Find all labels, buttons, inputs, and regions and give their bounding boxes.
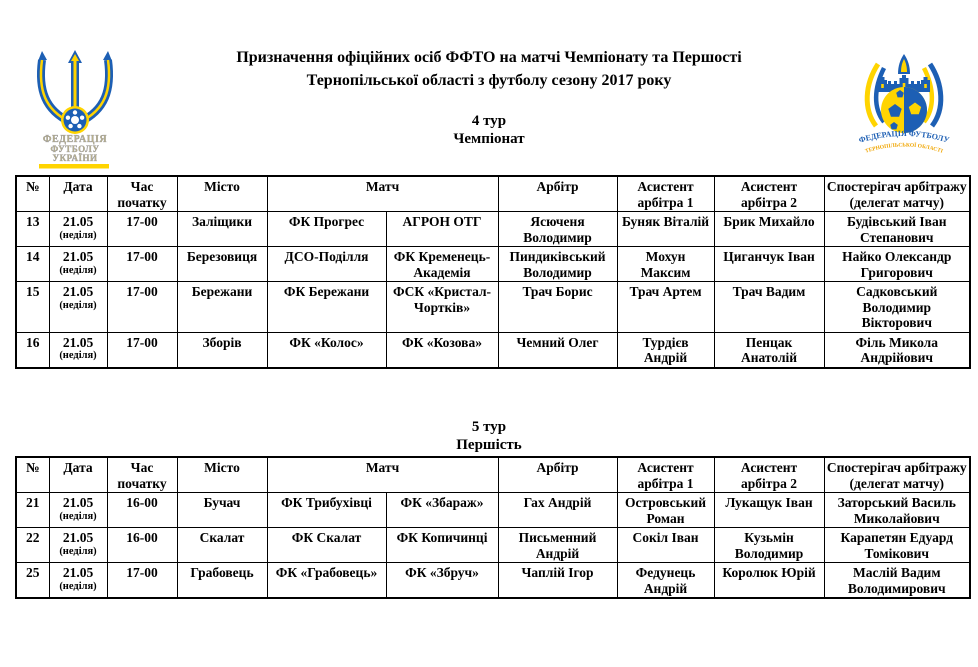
ffu-logo [25,48,125,170]
cell-home-team: ДСО-Поділля [267,247,386,282]
cell-away-team: ФК Копичинці [386,528,498,563]
cell-observer: Філь Микола Андрійович [824,332,970,368]
cell-away-team: ФСК «Кристал-Чортків» [386,282,498,333]
cell-observer: Заторський Василь Миколайович [824,493,970,528]
cell-start-time: 17-00 [107,282,177,333]
column-header: Асистент арбітра 1 [617,457,714,493]
title-line2: Тернопільської області з футболу сезону 2017 року [306,72,672,89]
cell-assistant-referee-1: Турдієв Андрій [617,332,714,368]
ternopil-logo-arc2: ТЕРНОПІЛЬСЬКОЇ ОБЛАСТІ [864,142,944,155]
column-header: Асистент арбітра 2 [714,457,824,493]
championship-assignments-table [15,175,971,369]
cell-away-team: ФК «Збруч» [386,563,498,599]
cell-start-time: 17-00 [107,332,177,368]
column-header: Спостерігач арбітражу (делегат матчу) [824,176,970,212]
cell-away-team: ФК «Збараж» [386,493,498,528]
cell-number: 13 [16,212,49,247]
cell-observer: Карапетян Едуард Томікович [824,528,970,563]
cell-home-team: ФК Прогрес [267,212,386,247]
column-header: Місто [177,457,267,493]
header-row [16,457,970,493]
cell-start-time: 17-00 [107,563,177,599]
cell-city: Бережани [177,282,267,333]
column-header: Матч [267,457,498,493]
match-row [16,212,970,247]
cell-assistant-referee-2: Циганчук Іван [714,247,824,282]
column-header: Місто [177,176,267,212]
cell-referee: Чаплій Ігор [498,563,617,599]
cell-home-team: ФК «Колос» [267,332,386,368]
header-row [16,176,970,212]
column-header: Час початку [107,176,177,212]
column-header: Дата [49,176,107,212]
cell-observer: Найко Олександр Григорович [824,247,970,282]
cell-date: 21.05 (неділя) [49,528,107,563]
round-label: 4 тур [471,113,507,129]
column-header: Асистент арбітра 1 [617,176,714,212]
cell-city: Зборів [177,332,267,368]
ffu-logo-text-line1: ФЕДЕРАЦІЯ [42,134,108,145]
cell-city: Заліщики [177,212,267,247]
column-header: Спостерігач арбітражу (делегат матчу) [824,457,970,493]
cell-start-time: 16-00 [107,493,177,528]
cell-date: 21.05 (неділя) [49,332,107,368]
document-title [130,46,848,92]
cell-start-time: 16-00 [107,528,177,563]
cell-away-team: ФК Кременець-Академія [386,247,498,282]
cell-start-time: 17-00 [107,247,177,282]
match-row [16,528,970,563]
cell-start-time: 17-00 [107,212,177,247]
cell-assistant-referee-2: Пенцак Анатолій [714,332,824,368]
cell-date: 21.05 (неділя) [49,493,107,528]
cell-assistant-referee-1: Островський Роман [617,493,714,528]
cell-referee: Ясюченя Володимир [498,212,617,247]
cell-number: 22 [16,528,49,563]
column-header: № [16,176,49,212]
column-header: Дата [49,457,107,493]
trident-football-icon [25,48,125,170]
cell-number: 25 [16,563,49,599]
cell-referee: Гах Андрій [498,493,617,528]
ternopil-logo-arc1: ФЕДЕРАЦІЯ ФУТБОЛУ [857,128,951,145]
cell-away-team: ФК «Козова» [386,332,498,368]
title-line1: Призначення офіційних осіб ФФТО на матчі Чемпіонату та Першості [236,49,742,66]
cell-assistant-referee-2: Трач Вадим [714,282,824,333]
column-header: Час початку [107,457,177,493]
competition-label: Чемпіонат [453,131,525,147]
cell-assistant-referee-1: Буняк Віталій [617,212,714,247]
cell-number: 14 [16,247,49,282]
cell-assistant-referee-1: Сокіл Іван [617,528,714,563]
cell-home-team: ФК «Грабовець» [267,563,386,599]
cell-assistant-referee-2: Брик Михайло [714,212,824,247]
cell-date: 21.05 (неділя) [49,247,107,282]
cell-number: 16 [16,332,49,368]
match-row [16,282,970,333]
match-row [16,247,970,282]
cell-city: Скалат [177,528,267,563]
cell-away-team: АГРОН ОТГ [386,212,498,247]
cell-assistant-referee-1: Мохун Максим [617,247,714,282]
column-header: Арбітр [498,176,617,212]
cell-home-team: ФК Скалат [267,528,386,563]
cell-referee: Чемний Олег [498,332,617,368]
cell-assistant-referee-1: Трач Артем [617,282,714,333]
ffu-logo-text-line2: ФУТБОЛУ [50,144,100,154]
cell-referee: Трач Борис [498,282,617,333]
competition-label: Першість [456,437,522,453]
cell-number: 15 [16,282,49,333]
cell-assistant-referee-2: Лукащук Іван [714,493,824,528]
match-row [16,493,970,528]
logo-underline-bar [39,164,109,169]
cell-referee: Письменний Андрій [498,528,617,563]
column-header: № [16,457,49,493]
cell-city: Грабовець [177,563,267,599]
cell-date: 21.05 (неділя) [49,282,107,333]
cell-observer: Маслій Вадим Володимирович [824,563,970,599]
column-header: Арбітр [498,457,617,493]
first-league-assignments-table [15,456,971,599]
cell-assistant-referee-2: Королюк Юрій [714,563,824,599]
column-header: Матч [267,176,498,212]
cell-observer: Будівський Іван Степанович [824,212,970,247]
cell-date: 21.05 (неділя) [49,563,107,599]
cell-number: 21 [16,493,49,528]
match-row [16,563,970,599]
cell-home-team: ФК Бережани [267,282,386,333]
cell-city: Березовиця [177,247,267,282]
match-row [16,332,970,368]
cell-home-team: ФК Трибухівці [267,493,386,528]
column-header: Асистент арбітра 2 [714,176,824,212]
ffu-logo-text-line3: УКРАЇНИ [52,153,98,163]
round-label: 5 тур [471,419,507,435]
section-heading-round-5 [0,418,978,454]
cell-city: Бучач [177,493,267,528]
section-heading-round-4 [0,112,978,148]
cell-assistant-referee-2: Кузьмін Володимир [714,528,824,563]
cell-referee: Пиндиківський Володимир [498,247,617,282]
cell-observer: Садковський Володимир Вікторович [824,282,970,333]
cell-date: 21.05 (неділя) [49,212,107,247]
cell-assistant-referee-1: Федунець Андрій [617,563,714,599]
